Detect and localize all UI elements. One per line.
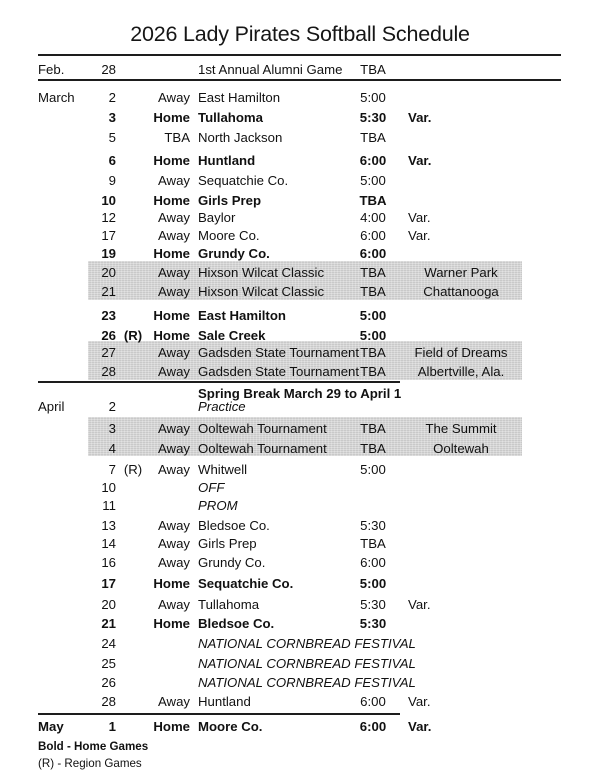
row-home-away: Away: [157, 441, 190, 456]
row-time: 5:00: [359, 576, 387, 591]
row-time: 6:00: [360, 694, 386, 709]
row-opponent: Practice: [198, 399, 246, 414]
row-day: 1: [108, 719, 116, 734]
row-day: 6: [108, 153, 116, 168]
schedule-row: [0, 171, 600, 191]
row-region-marker: (R): [123, 328, 143, 343]
spring-break-label: Spring Break March 29 to April 1: [198, 386, 402, 401]
schedule-row: [0, 534, 600, 554]
row-time: 6:00: [359, 246, 387, 261]
row-time: 4:00: [360, 210, 386, 225]
row-day: 28: [101, 694, 116, 709]
row-day: 17: [101, 228, 116, 243]
row-home-away: Home: [153, 719, 190, 734]
schedule-row: [0, 244, 600, 264]
schedule-row: [0, 88, 600, 108]
row-opponent: Huntland: [198, 694, 251, 709]
row-opponent: Gadsden State Tournament: [198, 364, 360, 379]
schedule-row: [0, 439, 600, 459]
row-opponent: Hixson Wilcat Classic: [198, 284, 325, 299]
row-time: TBA: [360, 265, 386, 280]
row-home-away: Away: [157, 228, 190, 243]
row-day: 3: [108, 421, 116, 436]
row-day: 7: [108, 462, 116, 477]
divider-top: [38, 54, 561, 56]
row-level: Var.: [408, 719, 432, 734]
page-title: 2026 Lady Pirates Softball Schedule: [130, 22, 470, 46]
row-level: Var.: [408, 210, 431, 225]
row-opponent: NATIONAL CORNBREAD FESTIVAL: [198, 675, 416, 690]
schedule-row: [0, 419, 600, 439]
schedule-row: [0, 263, 600, 283]
schedule-row: [0, 306, 600, 326]
row-home-away: Away: [157, 90, 190, 105]
row-opponent: Bledsoe Co.: [198, 518, 270, 533]
schedule-row: [0, 496, 600, 516]
row-time: TBA: [359, 193, 387, 208]
row-time: 6:00: [359, 719, 387, 734]
row-opponent: Bledsoe Co.: [198, 616, 275, 631]
row-level: Var.: [408, 110, 432, 125]
row-month: Feb.: [38, 62, 65, 77]
row-home-away: Home: [153, 193, 190, 208]
row-day: 26: [101, 675, 116, 690]
row-opponent: NATIONAL CORNBREAD FESTIVAL: [198, 656, 416, 671]
row-venue: Albertville, Ala.: [417, 364, 505, 379]
row-opponent: Whitwell: [198, 462, 248, 477]
schedule-row: [0, 226, 600, 246]
row-venue: Warner Park: [424, 265, 498, 280]
row-home-away: Away: [157, 518, 190, 533]
schedule-row: [0, 673, 600, 693]
row-opponent: Grundy Co.: [198, 555, 266, 570]
row-opponent: PROM: [198, 498, 238, 513]
row-day: 11: [102, 498, 116, 513]
row-time: TBA: [360, 441, 386, 456]
row-opponent: Sale Creek: [198, 328, 266, 343]
row-opponent: Sequatchie Co.: [198, 173, 289, 188]
row-day: 21: [101, 284, 116, 299]
legend-region-games: (R) - Region Games: [38, 757, 142, 770]
row-opponent: Sequatchie Co.: [198, 576, 294, 591]
row-home-away: Away: [157, 555, 190, 570]
schedule-row: [0, 343, 600, 363]
row-time: 6:00: [360, 555, 386, 570]
row-home-away: Away: [157, 364, 190, 379]
row-opponent: Girls Prep: [198, 193, 262, 208]
row-time: 6:00: [360, 228, 386, 243]
schedule-row: [0, 108, 600, 128]
row-home-away: Away: [157, 536, 190, 551]
row-level: Var.: [408, 597, 431, 612]
row-venue: Field of Dreams: [414, 345, 508, 360]
schedule-row: [0, 60, 600, 80]
row-day: 10: [101, 193, 116, 208]
row-level: Var.: [408, 153, 432, 168]
schedule-row: [0, 692, 600, 712]
row-home-away: Away: [157, 265, 190, 280]
schedule-row: [0, 282, 600, 302]
row-day: 21: [101, 616, 116, 631]
schedule-row: [0, 595, 600, 615]
schedule-row: [0, 634, 600, 654]
row-home-away: Away: [157, 421, 190, 436]
row-time: 5:30: [359, 616, 387, 631]
row-home-away: Home: [153, 153, 190, 168]
row-opponent: OFF: [198, 480, 225, 495]
row-home-away: Away: [157, 462, 190, 477]
legend-bold-home-games: Bold - Home Games: [38, 740, 149, 753]
row-time: 6:00: [359, 153, 387, 168]
row-time: 5:30: [360, 518, 386, 533]
row-home-away: Away: [157, 210, 190, 225]
row-day: 3: [108, 110, 116, 125]
row-level: Var.: [408, 228, 431, 243]
schedule-row: [0, 128, 600, 148]
row-day: 19: [101, 246, 116, 261]
row-time: 5:00: [360, 462, 386, 477]
schedule-row: [0, 717, 600, 737]
row-home-away: Away: [157, 694, 190, 709]
row-opponent: Ooltewah Tournament: [198, 421, 327, 436]
row-home-away: Away: [157, 597, 190, 612]
row-day: 4: [108, 441, 116, 456]
row-opponent: 1st Annual Alumni Game: [198, 62, 343, 77]
row-home-away: Home: [153, 110, 190, 125]
row-opponent: Moore Co.: [198, 719, 263, 734]
row-home-away: TBA: [164, 130, 190, 145]
row-time: 5:00: [359, 328, 387, 343]
schedule-row: [0, 208, 600, 228]
row-day: 10: [101, 480, 116, 495]
row-region-marker: (R): [123, 462, 143, 477]
row-day: 9: [108, 173, 116, 188]
row-day: 16: [101, 555, 116, 570]
row-month: April: [38, 399, 65, 414]
row-opponent: East Hamilton: [198, 308, 286, 323]
row-month: May: [38, 719, 64, 734]
row-day: 14: [101, 536, 116, 551]
row-day: 28: [101, 364, 116, 379]
row-day: 28: [101, 62, 116, 77]
row-opponent: Girls Prep: [198, 536, 257, 551]
row-opponent: Gadsden State Tournament: [198, 345, 360, 360]
row-opponent: Grundy Co.: [198, 246, 270, 261]
schedule-row: [0, 397, 600, 417]
row-day: 20: [101, 265, 116, 280]
row-home-away: Home: [153, 246, 190, 261]
row-time: TBA: [360, 421, 386, 436]
row-home-away: Away: [157, 284, 190, 299]
row-opponent: Tullahoma: [198, 110, 263, 125]
row-opponent: Baylor: [198, 210, 236, 225]
row-time: 5:00: [360, 90, 386, 105]
row-day: 20: [101, 597, 116, 612]
schedule-row: [0, 614, 600, 634]
row-opponent: Ooltewah Tournament: [198, 441, 327, 456]
row-time: TBA: [360, 364, 386, 379]
row-day: 12: [101, 210, 116, 225]
row-opponent: North Jackson: [198, 130, 283, 145]
row-day: 26: [101, 328, 116, 343]
row-time: 5:00: [359, 308, 387, 323]
row-time: TBA: [360, 130, 386, 145]
row-day: 13: [101, 518, 116, 533]
row-venue: The Summit: [425, 421, 497, 436]
row-time: TBA: [360, 284, 386, 299]
row-level: Var.: [408, 694, 431, 709]
row-day: 23: [101, 308, 116, 323]
row-opponent: NATIONAL CORNBREAD FESTIVAL: [198, 636, 416, 651]
row-opponent: Tullahoma: [198, 597, 260, 612]
row-time: TBA: [360, 62, 386, 77]
schedule-row: [0, 516, 600, 536]
row-day: 27: [101, 345, 116, 360]
row-home-away: Home: [153, 328, 190, 343]
row-venue: Chattanooga: [423, 284, 499, 299]
row-time: TBA: [360, 536, 386, 551]
row-day: 2: [108, 399, 116, 414]
row-opponent: Hixson Wilcat Classic: [198, 265, 325, 280]
schedule-row: [0, 478, 600, 498]
row-home-away: Away: [157, 345, 190, 360]
row-opponent: Huntland: [198, 153, 256, 168]
row-venue: Ooltewah: [433, 441, 489, 456]
row-time: 5:30: [360, 597, 386, 612]
schedule-row: [0, 553, 600, 573]
row-time: 5:00: [360, 173, 386, 188]
row-day: 2: [108, 90, 116, 105]
schedule-row: [0, 460, 600, 480]
schedule-row: [0, 362, 600, 382]
row-day: 5: [108, 130, 116, 145]
row-day: 25: [101, 656, 116, 671]
row-day: 24: [101, 636, 116, 651]
row-month: March: [38, 90, 75, 105]
schedule-row: [0, 574, 600, 594]
row-opponent: Moore Co.: [198, 228, 260, 243]
schedule-row: [0, 654, 600, 674]
row-time: 5:30: [359, 110, 387, 125]
schedule-row: [0, 151, 600, 171]
row-home-away: Home: [153, 616, 190, 631]
row-home-away: Home: [153, 308, 190, 323]
row-day: 17: [101, 576, 116, 591]
row-time: TBA: [360, 345, 386, 360]
row-home-away: Away: [157, 173, 190, 188]
divider-after-april: [38, 713, 400, 715]
row-opponent: East Hamilton: [198, 90, 281, 105]
row-home-away: Home: [153, 576, 190, 591]
